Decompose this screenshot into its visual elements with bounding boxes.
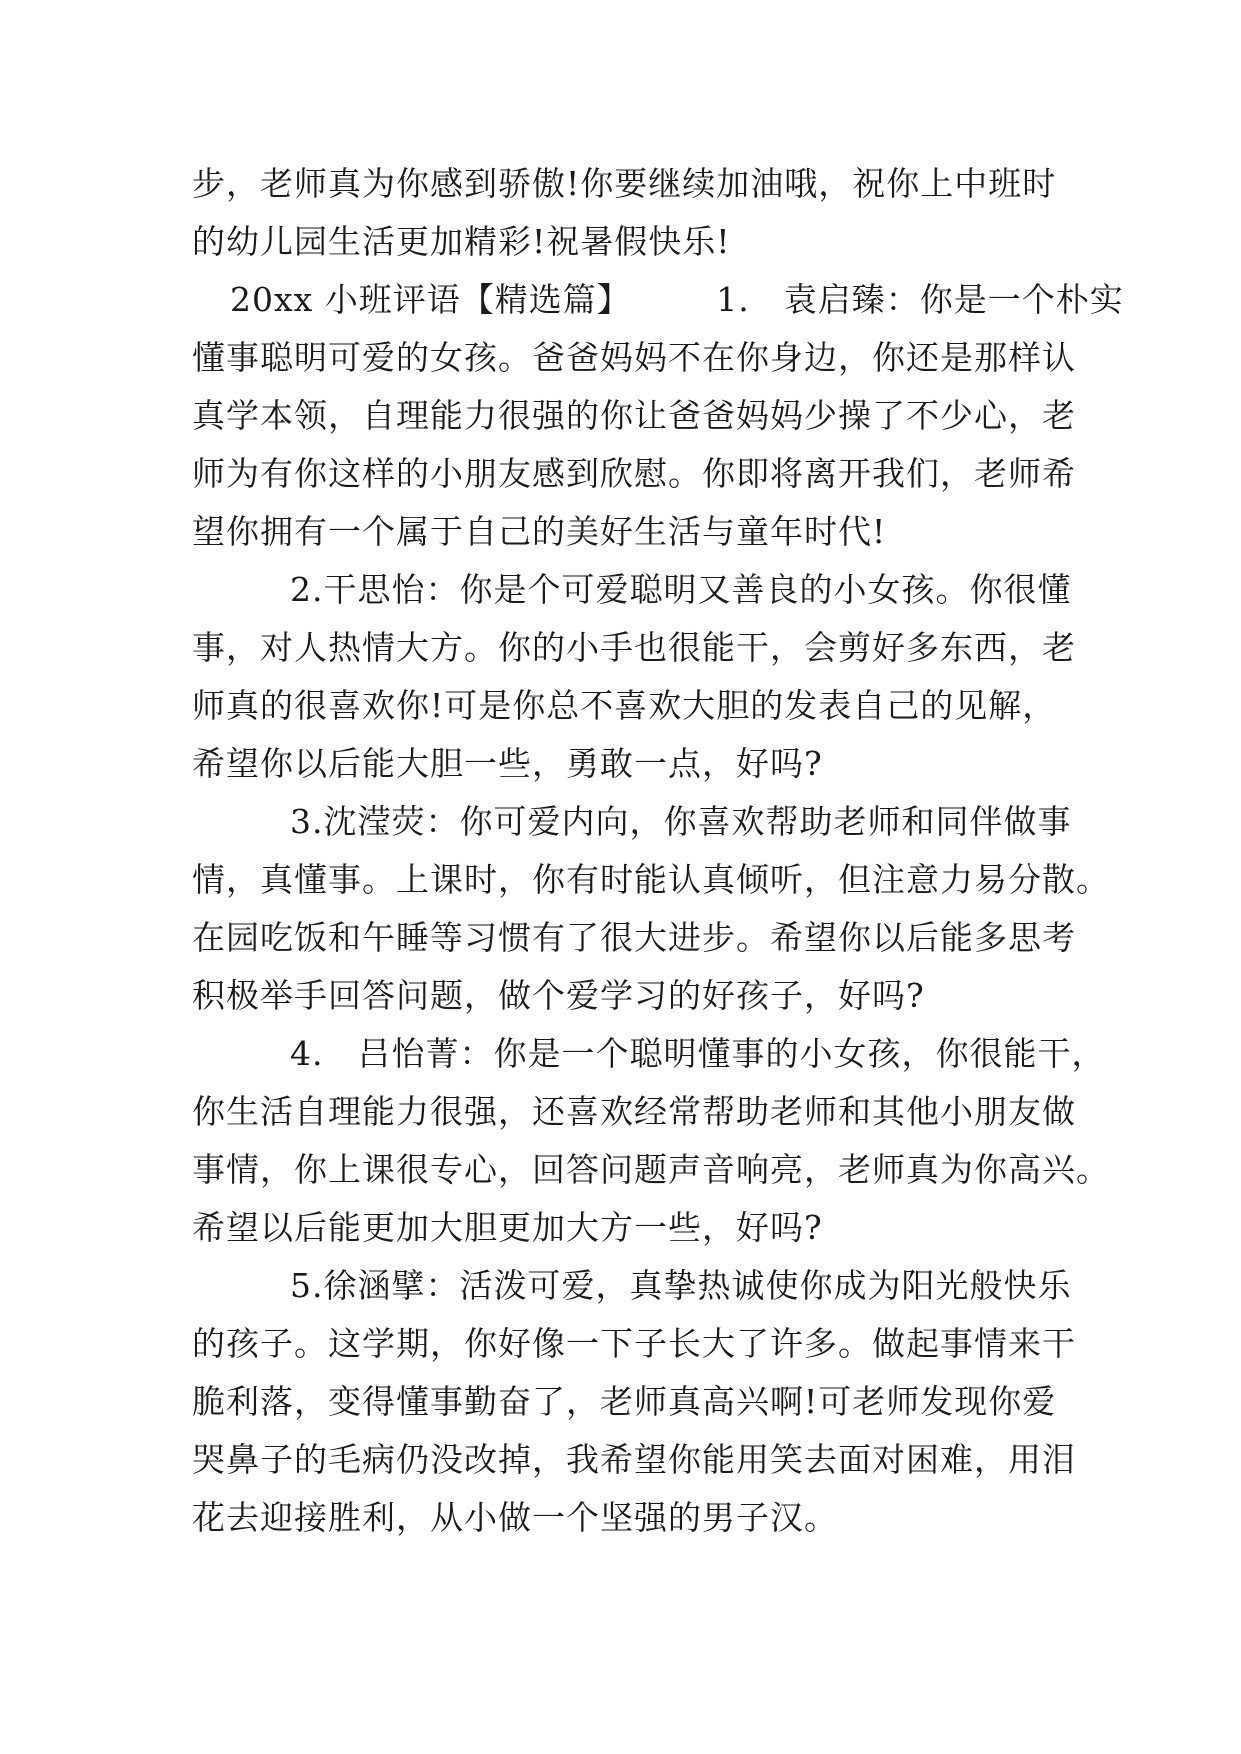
text-line: 在园吃饭和午睡等习惯有了很大进步。希望你以后能多思考 <box>192 918 1076 957</box>
text-line: 师真的很喜欢你!可是你总不喜欢大胆的发表自己的见解， <box>192 686 1057 725</box>
text-line: 希望你以后能大胆一些，勇敢一点，好吗? <box>192 744 823 783</box>
text-line: 哭鼻子的毛病仍没改掉，我希望你能用笑去面对困难，用泪 <box>192 1440 1076 1479</box>
paragraph-comment-4 <box>192 1025 1110 1257</box>
section-title-line: 20xx 小班评语【精选篇】 1. 袁启臻：你是一个朴实 <box>230 280 1124 319</box>
text-line: 你生活自理能力很强，还喜欢经常帮助老师和其他小朋友做 <box>192 1092 1076 1131</box>
text-line: 2.干思怡：你是个可爱聪明又善良的小女孩。你很懂 <box>290 570 1072 609</box>
text-line: 步，老师真为你感到骄傲!你要继续加油哦，祝你上中班时 <box>192 164 1057 203</box>
paragraph-comment-3 <box>192 793 1110 1025</box>
text-line: 希望以后能更加大胆更加大方一些，好吗? <box>192 1208 823 1247</box>
text-line: 5.徐涵擘：活泼可爱，真挚热诚使你成为阳光般快乐 <box>290 1266 1072 1305</box>
text-line: 真学本领，自理能力很强的你让爸爸妈妈少操了不少心，老 <box>192 396 1076 435</box>
text-line: 的孩子。这学期，你好像一下子长大了许多。做起事情来干 <box>192 1324 1076 1363</box>
text-line: 事情，你上课很专心，回答问题声音响亮，老师真为你高兴。 <box>192 1150 1110 1189</box>
paragraph-continuation <box>192 155 1057 271</box>
text-line: 事，对人热情大方。你的小手也很能干，会剪好多东西，老 <box>192 628 1076 667</box>
text-line: 4. 吕怡菁：你是一个聪明懂事的小女孩，你很能干， <box>290 1034 1106 1073</box>
paragraph-comment-2 <box>192 561 1076 793</box>
text-line: 情，真懂事。上课时，你有时能认真倾听，但注意力易分散。 <box>192 860 1110 899</box>
document-body <box>192 155 1124 1547</box>
text-line: 脆利落，变得懂事勤奋了，老师真高兴啊!可老师发现你爱 <box>192 1382 1057 1421</box>
text-line: 的幼儿园生活更加精彩!祝暑假快乐! <box>192 222 731 261</box>
text-line: 望你拥有一个属于自己的美好生活与童年时代! <box>192 512 887 551</box>
text-line: 积极举手回答问题，做个爱学习的好孩子，好吗? <box>192 976 925 1015</box>
text-line: 懂事聪明可爱的女孩。爸爸妈妈不在你身边，你还是那样认 <box>192 338 1076 377</box>
paragraph-section-heading <box>192 271 1124 561</box>
text-line: 3.沈滢荧：你可爱内向，你喜欢帮助老师和同伴做事 <box>290 802 1072 841</box>
text-line: 师为有你这样的小朋友感到欣慰。你即将离开我们，老师希 <box>192 454 1076 493</box>
paragraph-comment-5 <box>192 1257 1076 1547</box>
text-line: 花去迎接胜利，从小做一个坚强的男子汉。 <box>192 1498 838 1537</box>
